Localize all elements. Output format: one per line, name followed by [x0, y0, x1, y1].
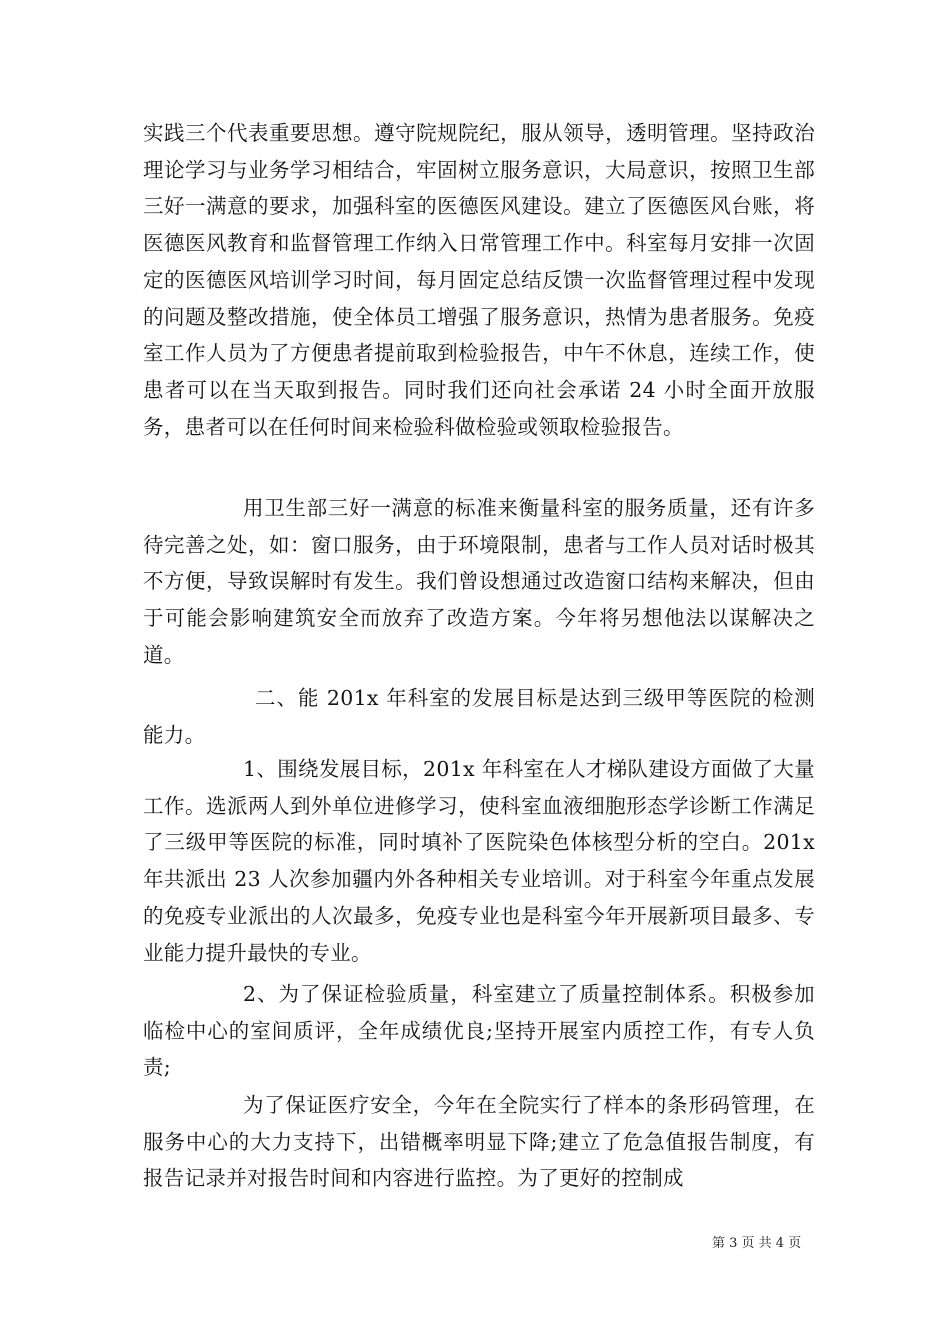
paragraph-talent-building: 1、围绕发展目标，201x 年科室在人才梯队建设方面做了大量工作。选派两人到外单位进修学习，使科室血液细胞形态学诊断工作满足了三级甲等医院的标准，同时填补了医院染色体核型分析的空白。201x 年共派出 23 人次参加疆内外各种相关专业培训。对于科室今年重点发展的免疫专业派出的人次最多，免疫专业也是科室今年开展新项目最多、专业能力提升最快的专业。 — [143, 757, 815, 965]
paragraph-window-service: 用卫生部三好一满意的标准来衡量科室的服务质量，还有许多待完善之处，如：窗口服务，由于环境限制，患者与工作人员对话时极其不方便，导致误解时有发生。我们曾设想通过改造窗口结构来解决，但由于可能会影响建筑安全而放弃了改造方案。今年将另想他法以谋解决之道。 — [143, 496, 815, 667]
paragraph-service-awareness: 实践三个代表重要思想。遵守院规院纪，服从领导，透明管理。坚持政治理论学习与业务学习相结合，牢固树立服务意识，大局意识，按照卫生部三好一满意的要求，加强科室的医德医风建设。建立了医德医风台账，将医德医风教育和监督管理工作纳入日常管理工作中。科室每月安排一次固定的医德医风培训学习时间，每月固定总结反馈一次监督管理过程中发现的问题及整改措施，使全体员工增强了服务意识，热情为患者服务。免疫室工作人员为了方便患者提前取到检验报告，中午不休息，连续工作，使患者可以在当天取到报告。同时我们还向社会承诺 24 小时全面开放服务，患者可以在任何时间来检验科做检验或领取检验报告。 — [143, 121, 815, 439]
paragraph-quality-control: 2、为了保证检验质量，科室建立了质量控制体系。积极参加临检中心的室间质评，全年成绩优良;坚持开展室内质控工作，有专人负责; — [143, 982, 815, 1080]
page-number-footer: 第 3 页 共 4 页 — [712, 1236, 802, 1251]
section-heading-development-goal: 二、能 201x 年科室的发展目标是达到三级甲等医院的检测能力。 — [143, 686, 815, 747]
paragraph-medical-safety: 为了保证医疗安全，今年在全院实行了样本的条形码管理，在服务中心的大力支持下，出错概率明显下降;建立了危急值报告制度，有报告记录并对报告时间和内容进行监控。为了更好的控制成 — [143, 1093, 815, 1191]
